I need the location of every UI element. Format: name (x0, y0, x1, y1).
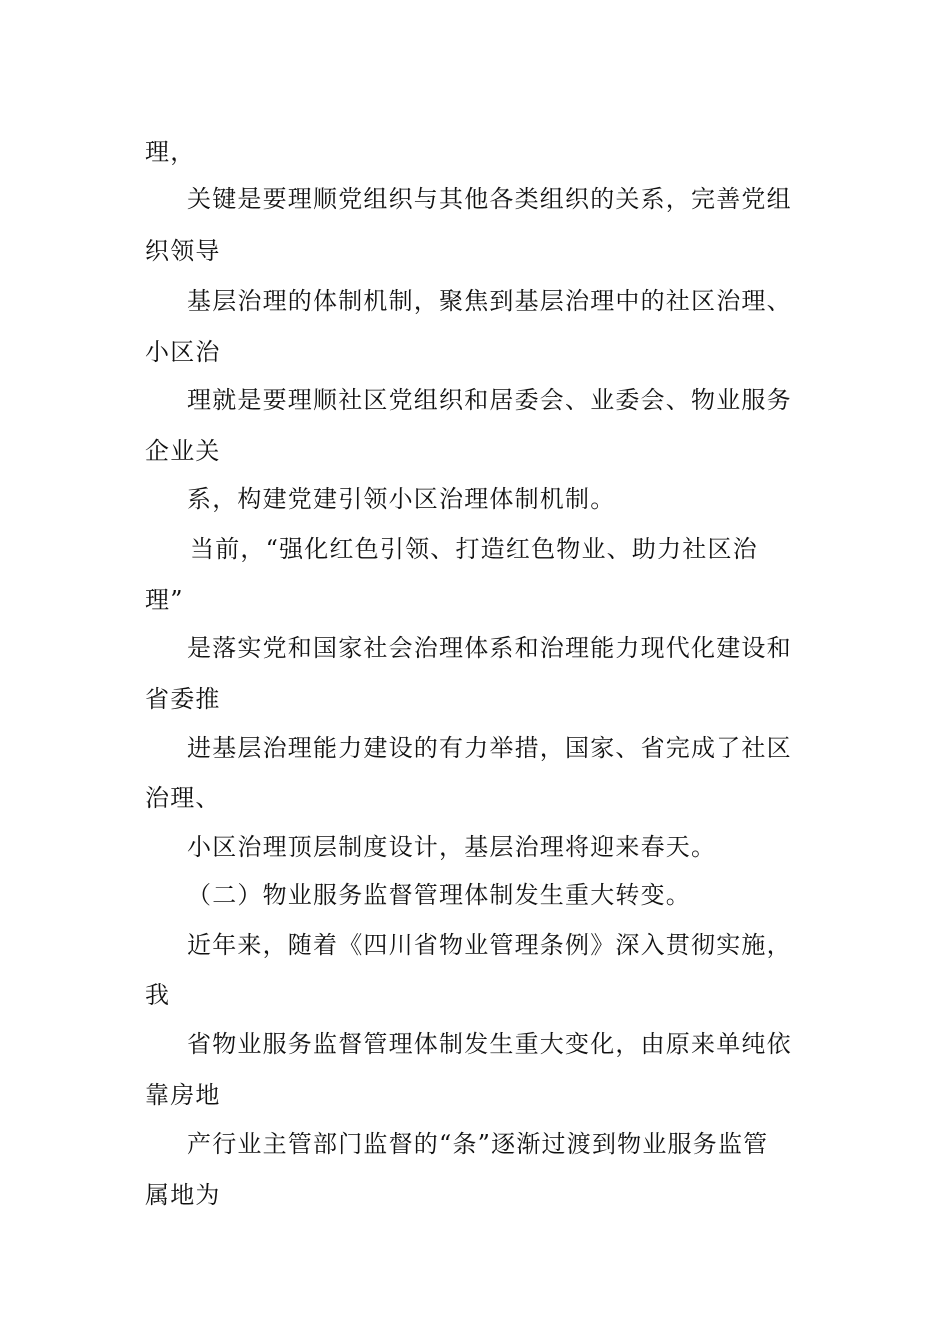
text-line: 小区治理顶层制度设计，基层治理将迎来春天。 (187, 833, 717, 861)
text-line: 靠房地 (145, 1081, 221, 1109)
text-line: 当前，“强化红色引领、打造红色物业、助力社区治 (190, 535, 758, 563)
text-line: 理就是要理顺社区党组织和居委会、业委会、物业服务 (187, 386, 792, 414)
text-line: 基层治理的体制机制，聚焦到基层治理中的社区治理、 (187, 287, 792, 315)
text-line: 近年来，随着《四川省物业管理条例》深入贯彻实施， (187, 931, 792, 959)
text-line: 织领导 (145, 237, 221, 265)
text-line: 理， (145, 138, 196, 166)
text-line: 企业关 (145, 437, 221, 465)
text-line: 系，构建党建引领小区治理体制机制。 (187, 485, 616, 513)
text-line: （二）物业服务监督管理体制发生重大转变。 (187, 881, 691, 909)
text-line: 属地为 (145, 1181, 221, 1209)
text-line: 产行业主管部门监督的“条”逐渐过渡到物业服务监管 (187, 1130, 769, 1158)
text-line: 是落实党和国家社会治理体系和治理能力现代化建设和 (187, 634, 792, 662)
text-line: 治理、 (145, 784, 221, 812)
text-line: 省物业服务监督管理体制发生重大变化，由原来单纯依 (187, 1030, 792, 1058)
text-line: 进基层治理能力建设的有力举措，国家、省完成了社区 (187, 734, 792, 762)
text-line: 省委推 (145, 685, 221, 713)
text-line: 小区治 (145, 338, 221, 366)
text-line: 我 (145, 981, 171, 1009)
text-line: 关键是要理顺党组织与其他各类组织的关系，完善党组 (187, 185, 792, 213)
text-line: 理” (145, 586, 184, 614)
